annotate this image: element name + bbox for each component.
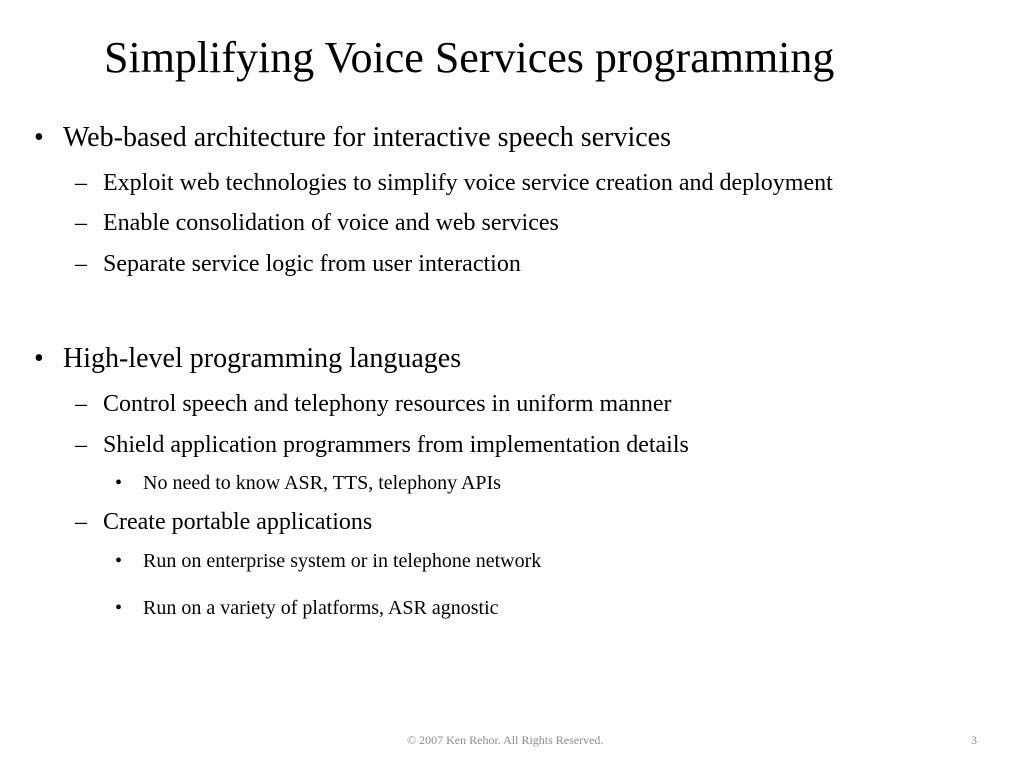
dash-marker: – (75, 210, 87, 236)
bullet-high-level-languages (34, 342, 461, 376)
bullet-web-architecture (34, 121, 671, 155)
bullet-marker: • (115, 597, 123, 619)
sub-sub-bullet-text: Run on enterprise system or in telephone network (143, 550, 542, 572)
bullet-text: Web-based architecture for interactive speech services (63, 122, 671, 153)
page-number: 3 (971, 733, 977, 747)
sub-bullet-text: Create portable applications (103, 509, 373, 535)
slide-title: Simplifying Voice Services programming (104, 33, 835, 82)
sub-bullet-consolidation (75, 208, 559, 238)
sub-bullet-exploit-web (75, 168, 833, 198)
sub-bullet-text: Control speech and telephony resources in uniform manner (103, 391, 672, 417)
sub-bullet-control-speech (75, 389, 672, 419)
bullet-text: High-level programming languages (63, 343, 462, 374)
sub-bullet-text: Shield application programmers from implementation details (103, 432, 689, 458)
dash-marker: – (75, 432, 87, 458)
sub-bullet-shield-programmers (75, 430, 689, 460)
dash-marker: – (75, 509, 87, 535)
sub-bullet-separate-logic (75, 249, 521, 279)
sub-sub-bullet-platforms (115, 595, 499, 621)
copyright-footer: © 2007 Ken Rehor. All Rights Reserved. (407, 733, 604, 747)
bullet-marker: • (115, 550, 123, 572)
sub-bullet-text: Separate service logic from user interaction (103, 251, 521, 277)
sub-bullet-text: Exploit web technologies to simplify voice service creation and deployment (103, 170, 833, 196)
sub-sub-bullet-no-need-apis (115, 470, 501, 496)
sub-sub-bullet-text: No need to know ASR, TTS, telephony APIs (143, 472, 501, 494)
bullet-marker: • (34, 122, 44, 153)
sub-bullet-portable-apps (75, 507, 372, 537)
sub-bullet-text: Enable consolidation of voice and web services (103, 210, 559, 236)
dash-marker: – (75, 391, 87, 417)
bullet-marker: • (34, 343, 44, 374)
bullet-marker: • (115, 472, 123, 494)
sub-sub-bullet-text: Run on a variety of platforms, ASR agnostic (143, 597, 499, 619)
sub-sub-bullet-enterprise (115, 548, 541, 574)
dash-marker: – (75, 170, 87, 196)
dash-marker: – (75, 251, 87, 277)
